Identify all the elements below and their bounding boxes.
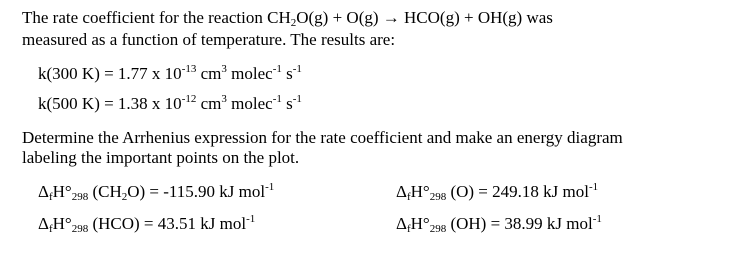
enthalpy-hco: $\Delta_fH^\circ_{298}$ (HCO) = 43.51 kJ mol$^{-1}$ (38, 213, 256, 235)
intro-line-2: measured as a function of temperature. The results are: (22, 30, 396, 49)
rate-coefficient-300k: k(300 K) = 1.77 x $10^{-13}$ $cm^3$ molec$^{-1}$ $s^{-1}$ (38, 63, 302, 83)
reaction-arrow: → (382, 8, 400, 27)
enthalpy-ch2o: $\Delta_fH^\circ_{298}$ $(CH_2O) = -115.90$ kJ mol$^{-1}$ (38, 181, 275, 203)
enthalpy-o: $\Delta_fH^\circ_{298}$ (O) = 249.18 kJ mol$^{-1}$ (396, 181, 599, 203)
determine-line-1: Determine the Arrhenius expression for the rate coefficient and make an energy diagram (22, 128, 623, 147)
intro-line-1: The rate coefficient for the reaction $CH_2O(g) + O(g) \to HCO(g) + OH(g)$ was (22, 8, 553, 29)
rate-coefficient-500k: k(500 K) = 1.38 x $10^{-12}$ $cm^3$ molec$^{-1}$ $s^{-1}$ (38, 93, 302, 113)
determine-line-2: labeling the important points on the plot. (22, 148, 300, 167)
enthalpy-oh: $\Delta_fH^\circ_{298}$ (OH) = 38.99 kJ mol$^{-1}$ (396, 213, 602, 235)
